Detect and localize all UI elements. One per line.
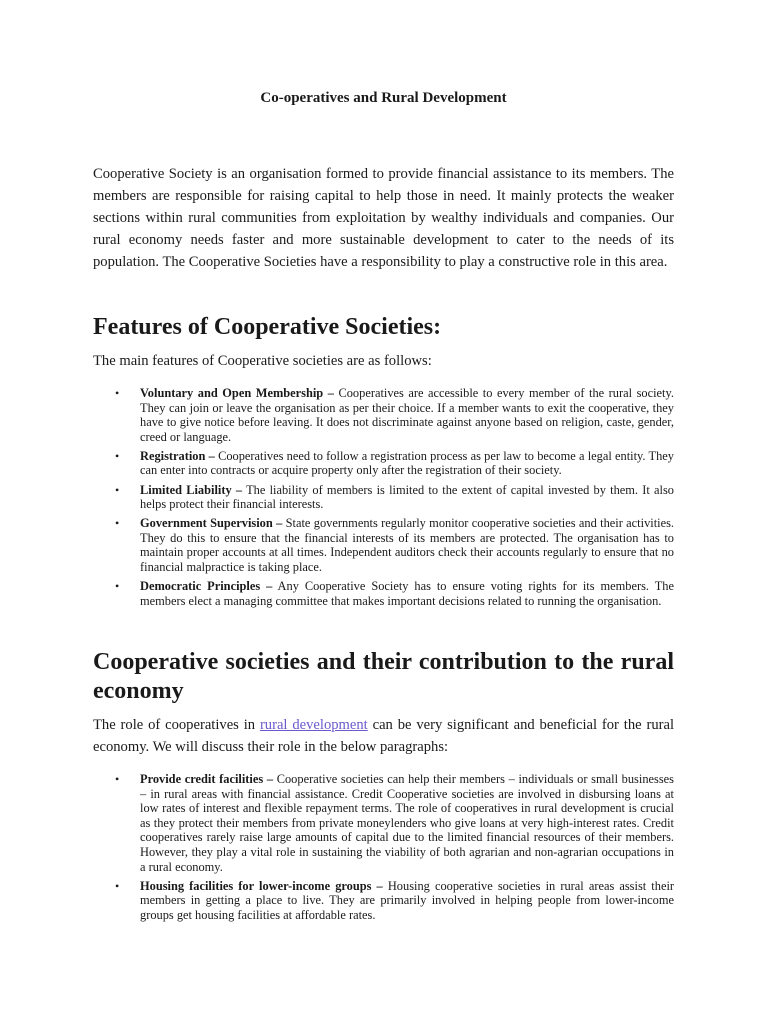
page-title: Co-operatives and Rural Development [260, 90, 507, 106]
features-lead: The main features of Cooperative societies are as follows: [93, 353, 432, 369]
list-item-term: Government Supervision – [140, 516, 283, 531]
bullet-icon: • [115, 482, 120, 497]
list-item [93, 579, 674, 608]
list-item-term: Limited Liability – [140, 482, 243, 497]
list-item-text: Cooperatives need to follow a registration process as per law to become a legal entity. They can enter into contracts or acquire property only after the registration of their society. [140, 448, 674, 478]
list-item [93, 483, 674, 512]
features-list [93, 386, 674, 613]
bullet-icon: • [115, 579, 120, 594]
list-item-term: Registration – [140, 448, 215, 463]
list-item-term: Democratic Principles – [140, 579, 273, 594]
lead-text-before: The role of cooperatives in [93, 717, 260, 733]
intro-paragraph: Cooperative Society is an organisation formed to provide financial assistance to its members. The members are responsible for raising capital to help those in need. It mainly protects the weaker sections within rural communities from exploitation by wealthy individuals and companies. Our rural economy needs faster and more sustainable development to cater to the needs of its population. The Cooperative Societies have a responsibility to play a constructive role in this area. [93, 166, 674, 271]
list-item-text: Cooperatives are accessible to every member of the rural society. They can join or leave the organisation as per their choice. If a member wants to exit the cooperative, they have to give notice before leaving. It does not discriminate against anyone based on religion, caste, gender, creed or language. [140, 386, 674, 444]
contribution-list [93, 772, 674, 927]
bullet-icon: • [115, 386, 120, 400]
lead-text-after: can be very significant and beneficial for the rural economy. We will discuss their role in the below paragraphs: [93, 717, 675, 755]
rural-development-link[interactable]: rural development [259, 717, 368, 733]
features-heading: Features of Cooperative Societies: [93, 314, 442, 340]
list-item-text: The liability of members is limited to the extent of capital invested by them. It also helps protect their financial interests. [140, 482, 674, 512]
list-item-text: Cooperative societies can help their members – individuals or small businesses – in rural areas with financial assistance. Credit Cooperative societies are involved in disbursing loans at low rates of interest and flexible repayment terms. The role of cooperatives in rural development is crucial as they protect their members from private moneylenders who give loans at very high-interest rates. Credit cooperatives rarely raise large amounts of capital due to the limited financial resources of their members. However, they play a vital role in sustaining the viability of both agrarian and non-agrarian occupations in a rural economy. [140, 772, 674, 874]
list-item-term: Voluntary and Open Membership – [140, 386, 334, 400]
list-item-term: Housing facilities for lower-income groups – [140, 878, 383, 893]
list-item-text: Any Cooperative Society has to ensure voting rights for its members. The members elect a managing committee that makes important decisions related to running the organisation. [140, 579, 674, 608]
list-item [93, 772, 674, 874]
list-item-text: State governments regularly monitor cooperative societies and their activities. They do this to ensure that the financial interests of its members are protected. The organisation has to maintain proper accounts at all times. Independent auditors check their accounts regularly to ensure that no financial malpractice is taking place. [140, 516, 675, 575]
list-item [93, 516, 674, 574]
bullet-icon: • [115, 772, 120, 786]
bullet-icon: • [115, 516, 120, 531]
contribution-lead [93, 714, 674, 758]
list-item-term: Provide credit facilities – [140, 772, 274, 786]
contribution-heading: Cooperative societies and their contribution to the rural economy [93, 649, 674, 704]
list-item [93, 879, 674, 923]
bullet-icon: • [115, 448, 120, 463]
list-item-text: Housing cooperative societies in rural areas assist their members in getting a place to live. They are primarily involved in helping people from lower-income groups get housing facilities at affordable rates. [140, 878, 675, 922]
list-item [93, 449, 674, 478]
bullet-icon: • [115, 878, 120, 893]
list-item [93, 386, 674, 444]
